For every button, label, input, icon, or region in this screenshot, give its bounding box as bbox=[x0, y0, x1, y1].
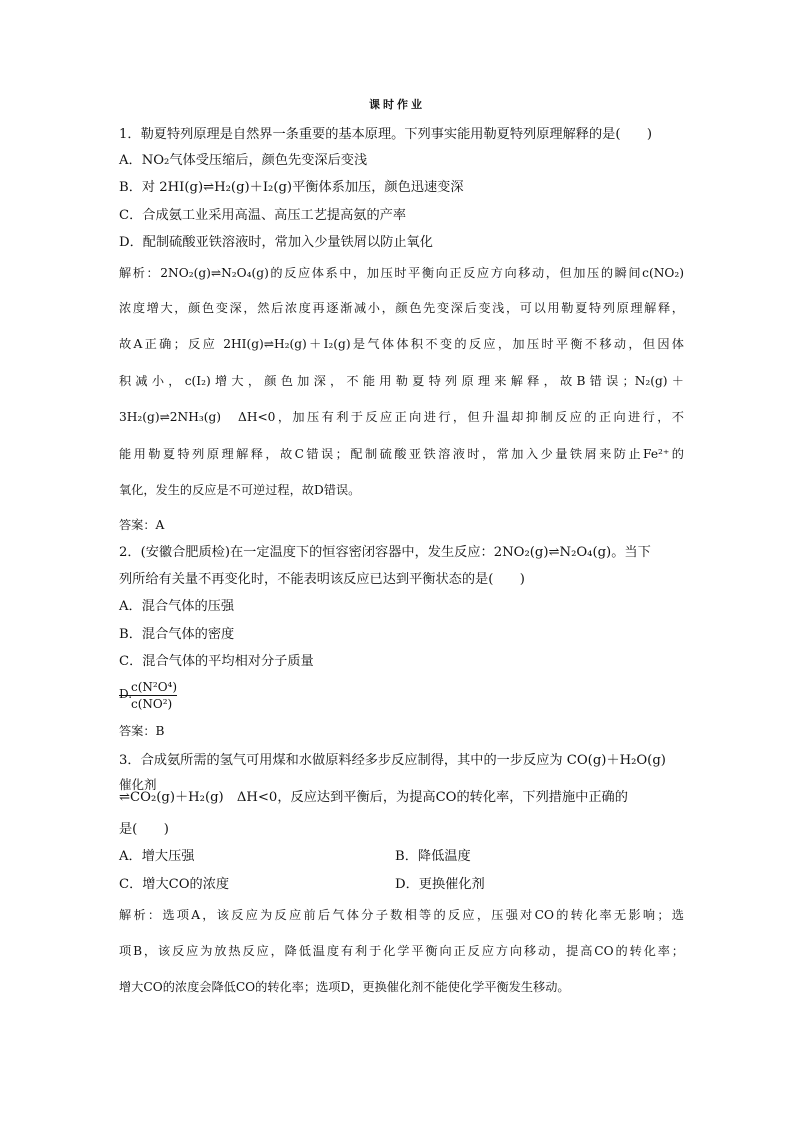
q2-option-b: B．混合气体的密度 bbox=[119, 627, 235, 642]
q3-option-c: C．增大CO的浓度 bbox=[119, 877, 230, 892]
q1-option-d: D．配制硫酸亚铁溶液时，常加入少量铁屑以防止氧化 bbox=[119, 235, 433, 250]
q1-stem: 1．勒夏特列原理是自然界一条重要的基本原理。下列事实能用勒夏特列原理解释的是( ) bbox=[119, 127, 652, 142]
q2-option-d-numerator: c(N²O⁴) bbox=[119, 680, 177, 696]
q3-stem: 3．合成氨所需的氢气可用煤和水做原料经多步反应制得，其中的一步反应为 CO(g)＋H₂O(g) bbox=[119, 753, 666, 768]
q3-option-a: A．增大压强 bbox=[119, 849, 195, 864]
q3-option-b: B．降低温度 bbox=[395, 849, 471, 864]
q3-stem: ⇌CO₂(g)＋H₂(g) ΔH<0，反应达到平衡后，为提高CO的转化率，下列措施中正确的 bbox=[119, 790, 628, 805]
q1-explanation-line: 积减小，c(I₂)增大，颜色加深，不能用勒夏特列原理来解释，故B错误；N₂(g)＋ bbox=[119, 374, 684, 388]
q2-option-a: A．混合气体的压强 bbox=[119, 599, 235, 614]
q3-catalyst-label: 催化剂 bbox=[119, 777, 157, 792]
q3-option-d: D．更换催化剂 bbox=[395, 877, 485, 892]
q2-option-d-denominator: c(NO²) bbox=[131, 697, 173, 711]
q1-answer: 答案：A bbox=[119, 518, 165, 532]
q3-stem: 是( ) bbox=[119, 822, 169, 837]
q3-explanation-line: 项B，该反应为放热反应，降低温度有利于化学平衡向正反应方向移动，提高CO的转化率； bbox=[119, 944, 684, 958]
q1-explanation-line: 氧化，发生的反应是不可逆过程，故D错误。 bbox=[119, 483, 361, 497]
q3-explanation-line: 解析：选项A，该反应为反应前后气体分子数相等的反应，压强对CO的转化率无影响；选 bbox=[119, 908, 684, 922]
q1-explanation-line: 3H₂(g)⇌2NH₃(g) ΔH<0，加压有利于反应正向进行，但升温却抑制反应的正向进行，不 bbox=[119, 410, 684, 424]
q1-explanation-line: 解析：2NO₂(g)⇌N₂O₄(g)的反应体系中，加压时平衡向正反应方向移动，但加压的瞬间c(NO₂) bbox=[119, 266, 684, 280]
q1-explanation-line: 故A正确；反应 2HI(g)⇌H₂(g)＋I₂(g)是气体体积不变的反应，加压时平衡不移动，但因体 bbox=[119, 337, 684, 351]
q2-answer: 答案：B bbox=[119, 724, 165, 738]
q2-stem: 2．(安徽合肥质检)在一定温度下的恒容密闭容器中，发生反应：2NO₂(g)⇌N₂O₄(g)。当下 bbox=[119, 545, 651, 560]
q3-explanation-line: 增大CO的浓度会降低CO的转化率；选项D，更换催化剂不能使化学平衡发生移动。 bbox=[119, 980, 570, 994]
q2-option-d bbox=[119, 680, 177, 711]
q1-explanation-line: 浓度增大，颜色变深，然后浓度再逐渐减小，颜色先变深后变浅，可以用勒夏特列原理解释， bbox=[119, 301, 684, 315]
q2-option-c: C．混合气体的平均相对分子质量 bbox=[119, 654, 314, 669]
q1-explanation-line: 能用勒夏特列原理解释，故C错误；配制硫酸亚铁溶液时，常加入少量铁屑来防止Fe²⁺的 bbox=[119, 447, 684, 461]
q1-option-c: C．合成氨工业采用高温、高压工艺提高氨的产率 bbox=[119, 208, 407, 223]
q1-option-a: A．NO₂气体受压缩后，颜色先变深后变浅 bbox=[119, 153, 368, 168]
q1-option-b: B．对 2HI(g)⇌H₂(g)＋I₂(g)平衡体系加压，颜色迅速变深 bbox=[119, 180, 464, 195]
page-title: 课时作业 bbox=[369, 98, 425, 111]
q2-option-d-label: D. bbox=[119, 687, 133, 701]
q2-stem: 列所给有关量不再变化时，不能表明该反应已达到平衡状态的是( ) bbox=[119, 572, 525, 587]
